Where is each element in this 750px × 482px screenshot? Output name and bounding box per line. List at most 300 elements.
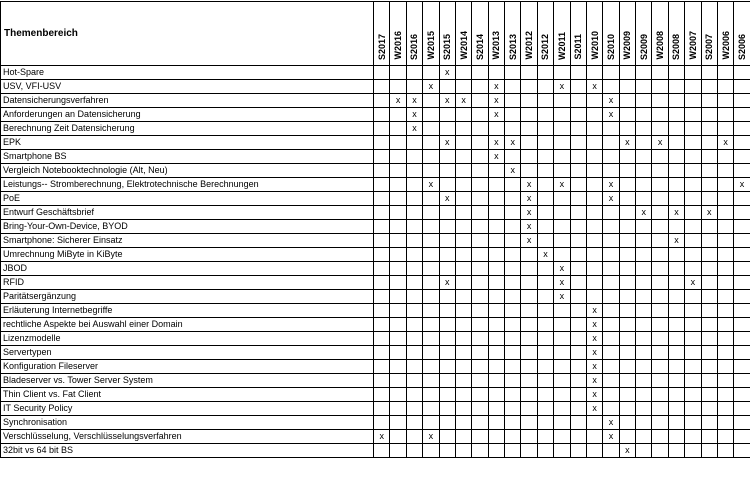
mark-cell: x bbox=[603, 430, 619, 444]
empty-cell bbox=[406, 276, 422, 290]
empty-cell bbox=[603, 444, 619, 458]
empty-cell bbox=[472, 178, 488, 192]
empty-cell bbox=[701, 164, 717, 178]
empty-cell bbox=[554, 136, 570, 150]
empty-cell bbox=[636, 192, 652, 206]
empty-cell bbox=[734, 374, 750, 388]
empty-cell bbox=[734, 346, 750, 360]
empty-cell bbox=[488, 262, 504, 276]
term-column-header bbox=[472, 2, 488, 66]
table-row bbox=[1, 346, 750, 360]
empty-cell bbox=[668, 66, 684, 80]
empty-cell bbox=[636, 416, 652, 430]
empty-cell bbox=[586, 234, 602, 248]
empty-cell bbox=[619, 150, 635, 164]
empty-cell bbox=[390, 304, 406, 318]
empty-cell bbox=[603, 262, 619, 276]
empty-cell bbox=[439, 178, 455, 192]
empty-cell bbox=[619, 388, 635, 402]
empty-cell bbox=[488, 206, 504, 220]
empty-cell bbox=[636, 388, 652, 402]
empty-cell bbox=[603, 360, 619, 374]
empty-cell bbox=[374, 416, 390, 430]
empty-cell bbox=[570, 360, 586, 374]
empty-cell bbox=[406, 444, 422, 458]
empty-cell bbox=[668, 276, 684, 290]
empty-cell bbox=[734, 164, 750, 178]
empty-cell bbox=[701, 150, 717, 164]
term-label: W2012 bbox=[524, 28, 534, 60]
empty-cell bbox=[505, 178, 521, 192]
empty-cell bbox=[505, 262, 521, 276]
empty-cell bbox=[472, 388, 488, 402]
empty-cell bbox=[521, 416, 537, 430]
empty-cell bbox=[570, 178, 586, 192]
empty-cell bbox=[734, 416, 750, 430]
empty-cell bbox=[652, 290, 668, 304]
empty-cell bbox=[636, 234, 652, 248]
empty-cell bbox=[636, 66, 652, 80]
empty-cell bbox=[488, 360, 504, 374]
empty-cell bbox=[636, 220, 652, 234]
empty-cell bbox=[406, 304, 422, 318]
empty-cell bbox=[685, 80, 701, 94]
empty-cell bbox=[619, 80, 635, 94]
empty-cell bbox=[554, 66, 570, 80]
empty-cell bbox=[488, 304, 504, 318]
empty-cell bbox=[554, 374, 570, 388]
topic-cell: Datensicherungsverfahren bbox=[1, 94, 374, 108]
empty-cell bbox=[406, 318, 422, 332]
empty-cell bbox=[619, 262, 635, 276]
table-row bbox=[1, 444, 750, 458]
empty-cell bbox=[406, 80, 422, 94]
empty-cell bbox=[537, 318, 553, 332]
empty-cell bbox=[685, 220, 701, 234]
empty-cell bbox=[636, 80, 652, 94]
empty-cell bbox=[455, 402, 471, 416]
empty-cell bbox=[439, 150, 455, 164]
empty-cell bbox=[668, 416, 684, 430]
table-row bbox=[1, 234, 750, 248]
empty-cell bbox=[488, 402, 504, 416]
empty-cell bbox=[488, 374, 504, 388]
term-label: S2011 bbox=[573, 31, 583, 60]
empty-cell bbox=[685, 430, 701, 444]
empty-cell bbox=[505, 290, 521, 304]
empty-cell bbox=[374, 178, 390, 192]
mark-cell: x bbox=[439, 94, 455, 108]
empty-cell bbox=[652, 332, 668, 346]
empty-cell bbox=[439, 290, 455, 304]
mark-cell: x bbox=[603, 192, 619, 206]
empty-cell bbox=[423, 416, 439, 430]
empty-cell bbox=[472, 206, 488, 220]
empty-cell bbox=[537, 332, 553, 346]
empty-cell bbox=[390, 360, 406, 374]
term-label: S2017 bbox=[377, 31, 387, 60]
empty-cell bbox=[390, 178, 406, 192]
empty-cell bbox=[717, 416, 733, 430]
empty-cell bbox=[521, 122, 537, 136]
term-label: W2009 bbox=[622, 28, 632, 60]
mark-cell: x bbox=[619, 444, 635, 458]
empty-cell bbox=[455, 178, 471, 192]
mark-cell: x bbox=[488, 136, 504, 150]
empty-cell bbox=[390, 388, 406, 402]
empty-cell bbox=[734, 108, 750, 122]
topic-cell: Servertypen bbox=[1, 346, 374, 360]
term-label: S2008 bbox=[671, 31, 681, 60]
table-row bbox=[1, 192, 750, 206]
empty-cell bbox=[603, 234, 619, 248]
empty-cell bbox=[439, 332, 455, 346]
empty-cell bbox=[374, 150, 390, 164]
empty-cell bbox=[423, 290, 439, 304]
empty-cell bbox=[734, 332, 750, 346]
empty-cell bbox=[668, 388, 684, 402]
empty-cell bbox=[652, 318, 668, 332]
topic-cell: USV, VFI-USV bbox=[1, 80, 374, 94]
mark-cell: x bbox=[521, 234, 537, 248]
empty-cell bbox=[488, 178, 504, 192]
term-label: S2016 bbox=[409, 31, 419, 60]
empty-cell bbox=[374, 332, 390, 346]
empty-cell bbox=[734, 206, 750, 220]
empty-cell bbox=[488, 346, 504, 360]
table-row bbox=[1, 416, 750, 430]
empty-cell bbox=[455, 444, 471, 458]
empty-cell bbox=[455, 360, 471, 374]
empty-cell bbox=[668, 304, 684, 318]
empty-cell bbox=[439, 318, 455, 332]
empty-cell bbox=[488, 122, 504, 136]
empty-cell bbox=[390, 150, 406, 164]
empty-cell bbox=[717, 304, 733, 318]
empty-cell bbox=[406, 248, 422, 262]
empty-cell bbox=[668, 192, 684, 206]
empty-cell bbox=[406, 388, 422, 402]
empty-cell bbox=[472, 360, 488, 374]
empty-cell bbox=[652, 66, 668, 80]
empty-cell bbox=[734, 234, 750, 248]
empty-cell bbox=[636, 360, 652, 374]
mark-cell: x bbox=[603, 178, 619, 192]
empty-cell bbox=[390, 374, 406, 388]
empty-cell bbox=[619, 416, 635, 430]
empty-cell bbox=[668, 122, 684, 136]
empty-cell bbox=[406, 416, 422, 430]
empty-cell bbox=[521, 374, 537, 388]
mark-cell: x bbox=[488, 94, 504, 108]
empty-cell bbox=[390, 220, 406, 234]
empty-cell bbox=[701, 416, 717, 430]
empty-cell bbox=[537, 220, 553, 234]
empty-cell bbox=[537, 122, 553, 136]
empty-cell bbox=[619, 290, 635, 304]
term-label: S2007 bbox=[704, 31, 714, 60]
empty-cell bbox=[554, 444, 570, 458]
empty-cell bbox=[521, 332, 537, 346]
empty-cell bbox=[537, 290, 553, 304]
empty-cell bbox=[455, 304, 471, 318]
empty-cell bbox=[455, 276, 471, 290]
empty-cell bbox=[488, 388, 504, 402]
mark-cell: x bbox=[554, 276, 570, 290]
empty-cell bbox=[685, 164, 701, 178]
empty-cell bbox=[685, 136, 701, 150]
empty-cell bbox=[488, 220, 504, 234]
empty-cell bbox=[505, 318, 521, 332]
empty-cell bbox=[603, 402, 619, 416]
term-label: W2016 bbox=[393, 28, 403, 60]
empty-cell bbox=[374, 206, 390, 220]
empty-cell bbox=[603, 346, 619, 360]
term-column-header bbox=[685, 2, 701, 66]
empty-cell bbox=[586, 220, 602, 234]
empty-cell bbox=[701, 192, 717, 206]
empty-cell bbox=[439, 346, 455, 360]
empty-cell bbox=[717, 206, 733, 220]
empty-cell bbox=[455, 164, 471, 178]
empty-cell bbox=[406, 374, 422, 388]
empty-cell bbox=[570, 80, 586, 94]
topic-cell: Erläuterung Internetbegriffe bbox=[1, 304, 374, 318]
term-label: S2013 bbox=[508, 31, 518, 60]
empty-cell bbox=[439, 444, 455, 458]
empty-cell bbox=[423, 332, 439, 346]
term-label: S2009 bbox=[639, 31, 649, 60]
term-column-header bbox=[505, 2, 521, 66]
empty-cell bbox=[423, 122, 439, 136]
empty-cell bbox=[652, 80, 668, 94]
table-row bbox=[1, 360, 750, 374]
empty-cell bbox=[455, 206, 471, 220]
empty-cell bbox=[636, 290, 652, 304]
empty-cell bbox=[685, 178, 701, 192]
mark-cell: x bbox=[603, 416, 619, 430]
empty-cell bbox=[619, 94, 635, 108]
empty-cell bbox=[586, 150, 602, 164]
empty-cell bbox=[701, 304, 717, 318]
empty-cell bbox=[717, 262, 733, 276]
empty-cell bbox=[374, 346, 390, 360]
term-label: W2014 bbox=[459, 28, 469, 60]
empty-cell bbox=[734, 276, 750, 290]
empty-cell bbox=[636, 346, 652, 360]
empty-cell bbox=[455, 122, 471, 136]
empty-cell bbox=[472, 290, 488, 304]
empty-cell bbox=[652, 402, 668, 416]
empty-cell bbox=[505, 66, 521, 80]
topic-cell: Thin Client vs. Fat Client bbox=[1, 388, 374, 402]
empty-cell bbox=[521, 66, 537, 80]
topic-cell: Anforderungen an Datensicherung bbox=[1, 108, 374, 122]
topic-column-header: Themenbereich bbox=[1, 2, 374, 66]
topic-cell: Smartphone BS bbox=[1, 150, 374, 164]
empty-cell bbox=[701, 80, 717, 94]
empty-cell bbox=[652, 276, 668, 290]
empty-cell bbox=[390, 430, 406, 444]
empty-cell bbox=[521, 360, 537, 374]
empty-cell bbox=[586, 122, 602, 136]
empty-cell bbox=[488, 444, 504, 458]
empty-cell bbox=[717, 192, 733, 206]
empty-cell bbox=[685, 122, 701, 136]
empty-cell bbox=[537, 108, 553, 122]
mark-cell: x bbox=[586, 80, 602, 94]
empty-cell bbox=[586, 164, 602, 178]
empty-cell bbox=[374, 248, 390, 262]
mark-cell: x bbox=[521, 220, 537, 234]
term-column-header bbox=[570, 2, 586, 66]
mark-cell: x bbox=[439, 276, 455, 290]
empty-cell bbox=[374, 304, 390, 318]
empty-cell bbox=[701, 388, 717, 402]
empty-cell bbox=[685, 94, 701, 108]
empty-cell bbox=[668, 108, 684, 122]
term-column-header bbox=[374, 2, 390, 66]
empty-cell bbox=[570, 206, 586, 220]
empty-cell bbox=[374, 164, 390, 178]
empty-cell bbox=[439, 388, 455, 402]
term-label: W2010 bbox=[590, 28, 600, 60]
term-label: W2013 bbox=[491, 28, 501, 60]
empty-cell bbox=[455, 430, 471, 444]
empty-cell bbox=[390, 164, 406, 178]
empty-cell bbox=[685, 234, 701, 248]
empty-cell bbox=[505, 276, 521, 290]
mark-cell: x bbox=[636, 206, 652, 220]
empty-cell bbox=[717, 444, 733, 458]
empty-cell bbox=[570, 374, 586, 388]
empty-cell bbox=[554, 416, 570, 430]
empty-cell bbox=[521, 276, 537, 290]
empty-cell bbox=[488, 234, 504, 248]
empty-cell bbox=[570, 290, 586, 304]
empty-cell bbox=[701, 402, 717, 416]
empty-cell bbox=[423, 388, 439, 402]
empty-cell bbox=[619, 66, 635, 80]
term-column-header bbox=[586, 2, 602, 66]
empty-cell bbox=[619, 206, 635, 220]
empty-cell bbox=[636, 136, 652, 150]
table-row bbox=[1, 164, 750, 178]
empty-cell bbox=[668, 360, 684, 374]
topic-cell: rechtliche Aspekte bei Auswahl einer Domain bbox=[1, 318, 374, 332]
empty-cell bbox=[423, 108, 439, 122]
mark-cell: x bbox=[423, 178, 439, 192]
empty-cell bbox=[423, 234, 439, 248]
empty-cell bbox=[374, 66, 390, 80]
empty-cell bbox=[554, 164, 570, 178]
empty-cell bbox=[472, 94, 488, 108]
empty-cell bbox=[505, 374, 521, 388]
mark-cell: x bbox=[455, 94, 471, 108]
empty-cell bbox=[423, 66, 439, 80]
empty-cell bbox=[619, 332, 635, 346]
table-row bbox=[1, 136, 750, 150]
empty-cell bbox=[701, 290, 717, 304]
empty-cell bbox=[717, 402, 733, 416]
empty-cell bbox=[603, 318, 619, 332]
mark-cell: x bbox=[521, 206, 537, 220]
empty-cell bbox=[423, 248, 439, 262]
empty-cell bbox=[521, 108, 537, 122]
table-row bbox=[1, 262, 750, 276]
empty-cell bbox=[423, 346, 439, 360]
empty-cell bbox=[455, 290, 471, 304]
header-row bbox=[1, 2, 750, 66]
topic-cell: EPK bbox=[1, 136, 374, 150]
empty-cell bbox=[521, 164, 537, 178]
empty-cell bbox=[505, 402, 521, 416]
topic-cell: 32bit vs 64 bit BS bbox=[1, 444, 374, 458]
empty-cell bbox=[603, 206, 619, 220]
empty-cell bbox=[554, 360, 570, 374]
table-row bbox=[1, 80, 750, 94]
empty-cell bbox=[537, 94, 553, 108]
empty-cell bbox=[586, 430, 602, 444]
empty-cell bbox=[701, 262, 717, 276]
table-body bbox=[1, 66, 750, 458]
empty-cell bbox=[423, 220, 439, 234]
empty-cell bbox=[406, 262, 422, 276]
empty-cell bbox=[537, 374, 553, 388]
empty-cell bbox=[374, 94, 390, 108]
empty-cell bbox=[472, 150, 488, 164]
mark-cell: x bbox=[586, 332, 602, 346]
mark-cell: x bbox=[537, 248, 553, 262]
mark-cell: x bbox=[717, 136, 733, 150]
empty-cell bbox=[537, 80, 553, 94]
empty-cell bbox=[685, 346, 701, 360]
table-row bbox=[1, 150, 750, 164]
empty-cell bbox=[554, 192, 570, 206]
empty-cell bbox=[717, 276, 733, 290]
empty-cell bbox=[455, 346, 471, 360]
empty-cell bbox=[455, 192, 471, 206]
empty-cell bbox=[374, 402, 390, 416]
empty-cell bbox=[586, 136, 602, 150]
empty-cell bbox=[406, 192, 422, 206]
mark-cell: x bbox=[586, 304, 602, 318]
empty-cell bbox=[439, 430, 455, 444]
table-row bbox=[1, 220, 750, 234]
empty-cell bbox=[586, 192, 602, 206]
table-row bbox=[1, 374, 750, 388]
empty-cell bbox=[570, 318, 586, 332]
empty-cell bbox=[439, 108, 455, 122]
empty-cell bbox=[701, 108, 717, 122]
empty-cell bbox=[472, 66, 488, 80]
empty-cell bbox=[537, 276, 553, 290]
table-row bbox=[1, 332, 750, 346]
empty-cell bbox=[570, 248, 586, 262]
empty-cell bbox=[586, 94, 602, 108]
empty-cell bbox=[636, 164, 652, 178]
mark-cell: x bbox=[586, 346, 602, 360]
empty-cell bbox=[505, 248, 521, 262]
empty-cell bbox=[668, 444, 684, 458]
empty-cell bbox=[374, 360, 390, 374]
term-label: S2012 bbox=[540, 31, 550, 60]
empty-cell bbox=[488, 248, 504, 262]
empty-cell bbox=[537, 192, 553, 206]
empty-cell bbox=[423, 374, 439, 388]
empty-cell bbox=[570, 136, 586, 150]
mark-cell: x bbox=[406, 108, 422, 122]
